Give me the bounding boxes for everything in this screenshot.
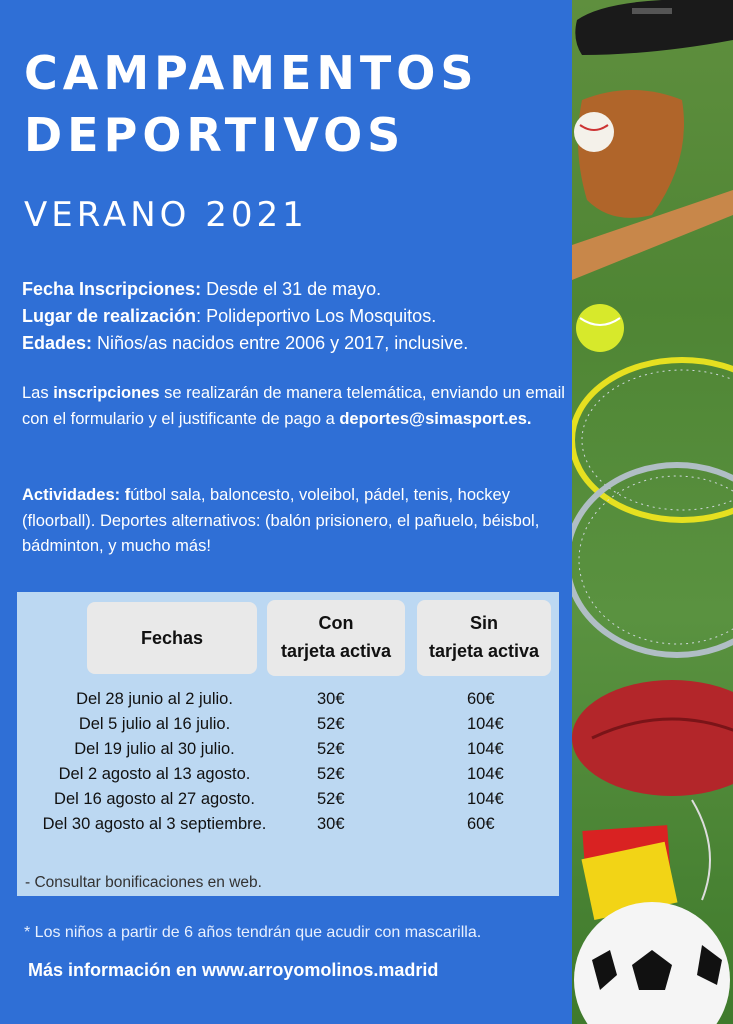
- fecha-label: Fecha Inscripciones:: [22, 279, 202, 299]
- header-sin-line-2: tarjeta activa: [428, 641, 540, 661]
- row-sin: 60€: [467, 690, 495, 708]
- inscripciones-paragraph: [22, 381, 567, 432]
- row-fecha: Del 28 junio al 2 julio.: [76, 690, 233, 708]
- lugar-value: : Polideportivo Los Mosquitos.: [196, 306, 437, 326]
- row-con: 52€: [317, 715, 345, 733]
- title-line-1: CAMPAMENTOS: [24, 46, 479, 100]
- row-fecha: Del 30 agosto al 3 septiembre.: [42, 815, 267, 833]
- edades-label: Edades:: [22, 333, 93, 353]
- header-fechas: Fechas: [87, 602, 257, 674]
- fecha-line: [22, 276, 562, 303]
- header-sin-tarjeta: [417, 600, 551, 676]
- header-sin-line-1: Sin: [469, 613, 498, 633]
- page-title: [24, 42, 479, 166]
- sports-equipment-photo: [572, 0, 733, 1024]
- table-rows: [17, 690, 559, 840]
- table-row: [17, 715, 559, 740]
- table-row: [17, 790, 559, 815]
- subtitle: VERANO 2021: [24, 195, 308, 235]
- actividades-paragraph: [22, 483, 567, 560]
- row-sin: 104€: [467, 715, 504, 733]
- table-row: [17, 690, 559, 715]
- row-con: 30€: [317, 690, 345, 708]
- row-fecha: Del 19 julio al 30 julio.: [74, 740, 235, 758]
- row-fecha: Del 5 julio al 16 julio.: [78, 715, 231, 733]
- edades-value: Niños/as nacidos entre 2006 y 2017, inclusive.: [92, 333, 469, 353]
- bonificaciones-note: - Consultar bonificaciones en web.: [25, 874, 262, 891]
- row-sin: 60€: [467, 815, 495, 833]
- table-row: [17, 740, 559, 765]
- more-info-link[interactable]: Más información en www.arroyomolinos.madrid: [28, 960, 439, 980]
- lugar-label: Lugar de realización: [22, 306, 197, 326]
- row-con: 52€: [317, 790, 345, 808]
- row-fecha: Del 16 agosto al 27 agosto.: [54, 790, 255, 808]
- row-con: 52€: [317, 765, 345, 783]
- email-link[interactable]: deportes@simasport.es.: [339, 409, 532, 428]
- row-fecha: Del 2 agosto al 13 agosto.: [58, 765, 251, 783]
- table-row: [17, 815, 559, 840]
- header-con-line-2: tarjeta activa: [280, 641, 392, 661]
- row-sin: 104€: [467, 790, 504, 808]
- edades-line: [22, 330, 562, 357]
- fecha-value: Desde el 31 de mayo.: [201, 279, 382, 299]
- inscripciones-pre: Las: [22, 384, 54, 402]
- header-con-tarjeta: [267, 600, 405, 676]
- table-row: [17, 765, 559, 790]
- lugar-line: [22, 303, 562, 330]
- row-con: 30€: [317, 815, 345, 833]
- inscripciones-post: se realizarán de manera telemática, enviando un email con el formulario y el justificante de pago a: [22, 384, 565, 428]
- price-table: [17, 592, 559, 896]
- header-con-line-1: Con: [318, 613, 354, 633]
- row-sin: 104€: [467, 740, 504, 758]
- row-con: 52€: [317, 740, 345, 758]
- row-sin: 104€: [467, 765, 504, 783]
- actividades-label: Actividades: f: [22, 486, 131, 504]
- title-line-2: DEPORTIVOS: [24, 108, 406, 162]
- mask-notice: * Los niños a partir de 6 años tendrán que acudir con mascarilla.: [24, 924, 482, 941]
- inscripciones-bold: inscripciones: [53, 384, 160, 402]
- actividades-text: útbol sala, baloncesto, voleibol, pádel, tenis, hockey (floorball). Deportes alternativos: (balón prisionero, el pañuelo, béisbol, bádminton, y mucho más!: [22, 486, 540, 555]
- info-block: [22, 276, 562, 357]
